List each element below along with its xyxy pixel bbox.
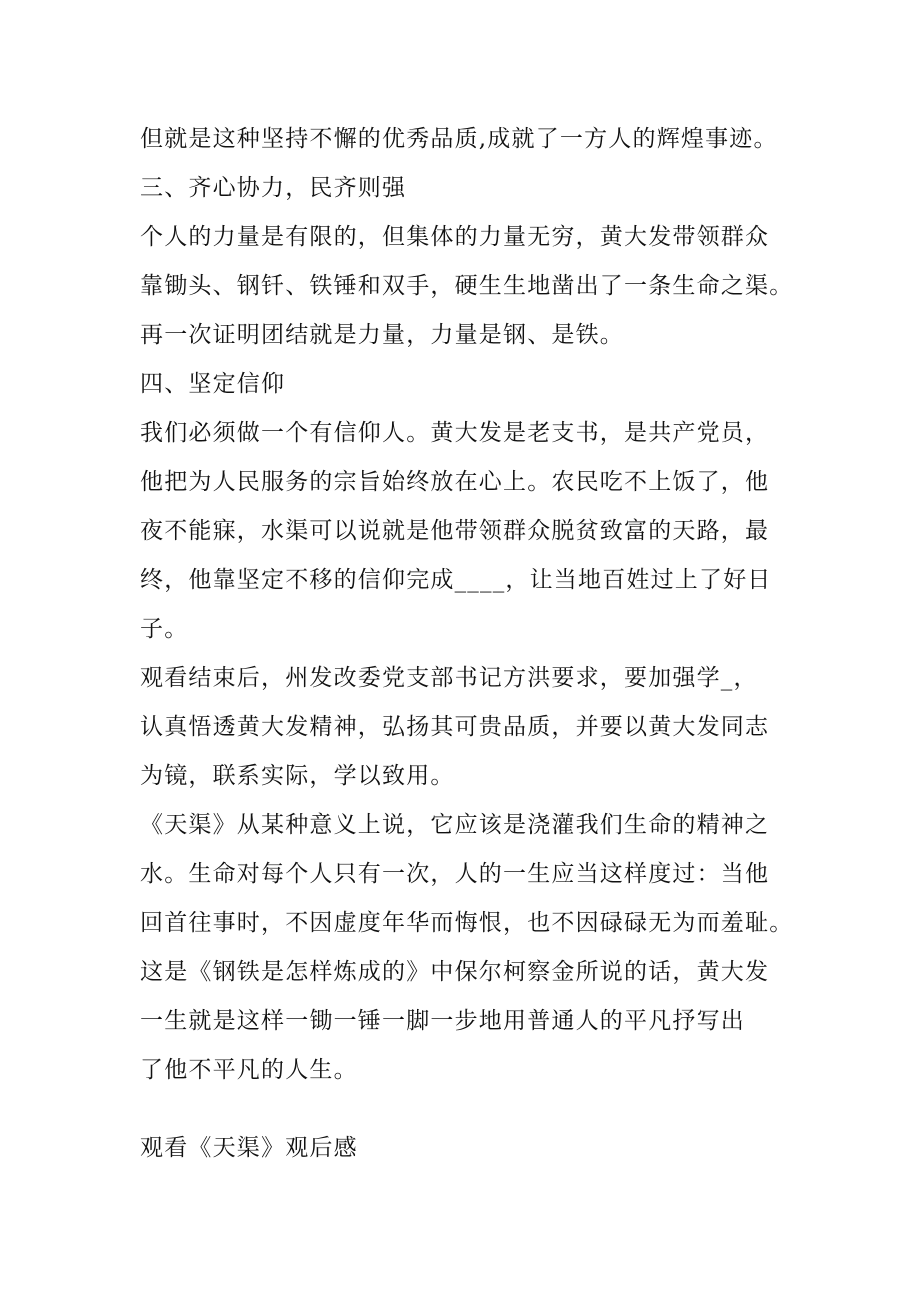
- text-line: 《天渠》从某种意义上说，它应该是浇灌我们生命的精神之: [140, 812, 770, 838]
- text-line: 个人的力量是有限的，但集体的力量无穷，黄大发带领群众: [140, 224, 770, 250]
- text-line: 夜不能寐，水渠可以说就是他带领群众脱贫致富的天路，最: [140, 518, 770, 544]
- text-line: 认真悟透黄大发精神，弘扬其可贵品质，并要以黄大发同志: [140, 714, 770, 740]
- text-line: 为镜，联系实际，学以致用。: [140, 763, 455, 789]
- next-article-title: 观看《天渠》观后感: [140, 1135, 358, 1161]
- text-line: 子。: [140, 616, 189, 642]
- body-text: [140, 115, 820, 1095]
- text-line: 终，他靠坚定不移的信仰完成____，让当地百姓过上了好日: [140, 567, 772, 593]
- text-line: 我们必须做一个有信仰人。黄大发是老支书，是共产党员，: [140, 420, 770, 446]
- text-line: 他把为人民服务的宗旨始终放在心上。农民吃不上饭了，他: [140, 469, 770, 495]
- text-line: 一生就是这样一锄一锤一脚一步地用普通人的平凡抒写出: [140, 1008, 745, 1034]
- text-line: 这是《钢铁是怎样炼成的》中保尔柯察金所说的话，黄大发: [140, 959, 770, 985]
- section-heading: 四、坚定信仰: [140, 371, 286, 397]
- text-line: 了他不平凡的人生。: [140, 1057, 358, 1083]
- text-line: 回首往事时，不因虚度年华而悔恨，也不因碌碌无为而羞耻。: [140, 910, 794, 936]
- text-line: 水。生命对每个人只有一次，人的一生应当这样度过：当他: [140, 861, 770, 887]
- text-line: 观看结束后，州发改委党支部书记方洪要求，要加强学_，: [140, 665, 758, 691]
- text-line: 但就是这种坚持不懈的优秀品质,成就了一方人的辉煌事迹。: [140, 126, 778, 152]
- text-line: 再一次证明团结就是力量，力量是钢、是铁。: [140, 322, 624, 348]
- text-line: 靠锄头、钢钎、铁锤和双手，硬生生地凿出了一条生命之渠。: [140, 273, 794, 299]
- section-heading: 三、齐心协力，民齐则强: [140, 175, 407, 201]
